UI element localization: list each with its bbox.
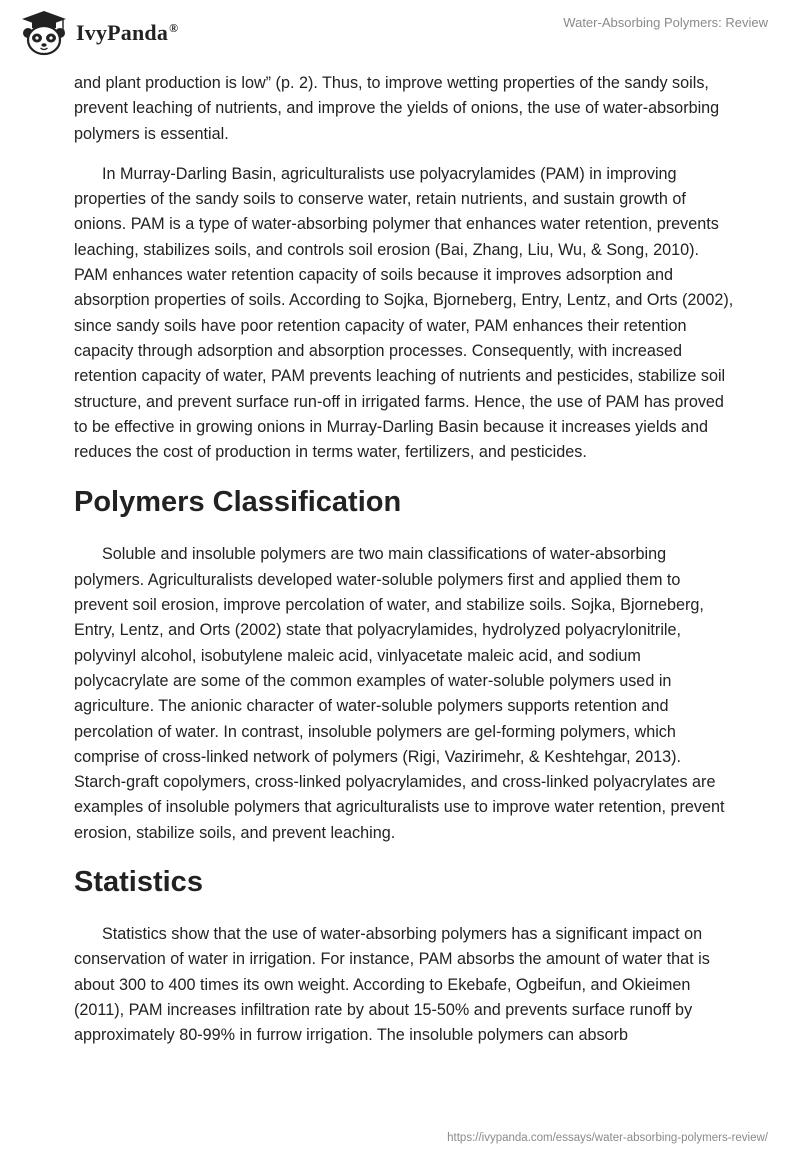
- paragraph-statistics: Statistics show that the use of water-absorbing polymers has a significant impact on conservation of water in irrigation. For instance, PAM absorbs the amount of water that is about 300 to 400 times its own weight. According to Ekebafe, Ogbeifun, and Okieimen (2011), PAM increases infiltration rate by about 15-50% and prevents surface runoff by approximately 80-99% in furrow irrigation. The insoluble polymers can absorb: [74, 925, 710, 1045]
- heading-polymers-classification: Polymers Classification: [74, 486, 402, 519]
- paragraph-continued: and plant production is low” (p. 2). Thus, to improve wetting properties of the sandy soils, prevent leaching of nutrients, and improve the yields of onions, the use of water-absorbing polymers is essential.: [74, 74, 720, 143]
- essay-body: [74, 71, 734, 1049]
- source-url[interactable]: https://ivypanda.com/essays/water-absorbing-polymers-review/: [447, 1132, 768, 1144]
- paragraph-pam: In Murray-Darling Basin, agriculturalists use polyacrylamides (PAM) in improving properties of the sandy soils to conserve water, retain nutrients, and sustain growth of onions. PAM is a type of water-absorbing polymer that enhances water retention, prevents leaching, stabilizes soils, and controls soil erosion (Bai, Zhang, Liu, Wu, & Song, 2010). PAM enhances water retention capacity of soils because it improves adsorption and absorption properties of soils. According to Sojka, Bjorneberg, Entry, Lentz, and Orts (2002), since sandy soils have poor retention capacity of water, PAM enhances their retention capacity through adsorption and absorption processes. Consequently, with increased retention capacity of water, PAM prevents leaching of nutrients and pesticides, stabilize soil structure, and prevent surface run-off in irrigated farms. Hence, the use of PAM has proved to be effective in growing onions in Murray-Darling Basin because it increases yields and reduces the cost of production in terms water, fertilizers, and pesticides.: [74, 164, 734, 462]
- logo-wordmark: IvyPanda®: [76, 20, 179, 45]
- page-header: [0, 0, 800, 70]
- panda-graduate-icon: [16, 10, 70, 56]
- ivypanda-logo[interactable]: [16, 10, 178, 56]
- document-title: Water-Absorbing Polymers: Review: [563, 15, 768, 30]
- heading-statistics: Statistics: [74, 866, 203, 899]
- paragraph-classification: Soluble and insoluble polymers are two main classifications of water-absorbing polymers. Agriculturalists developed water-soluble polymers first and applied them to prevent soil erosion, improve percolation of water, and stabilize soils. Sojka, Bjorneberg, Entry, Lentz, and Orts (2002) state that polyacrylamides, hydrolyzed polyacrylonitrile, polyvinyl alcohol, isobutylene maleic acid, vinlyacetate maleic acid, and sodium polycacrylate are some of the common examples of water-soluble polymers used in agriculture. The anionic character of water-soluble polymers supports retention and percolation of water. In contrast, insoluble polymers are gel-forming polymers, which comprise of cross-linked network of polymers (Rigi, Vazirimehr, & Keshtehgar, 2013). Starch-graft copolymers, cross-linked polyacrylamides, and cross-linked polyacrylates are examples of insoluble polymers that agriculturalists use to improve water retention, prevent erosion, stabilize soils, and prevent leaching.: [74, 545, 725, 842]
